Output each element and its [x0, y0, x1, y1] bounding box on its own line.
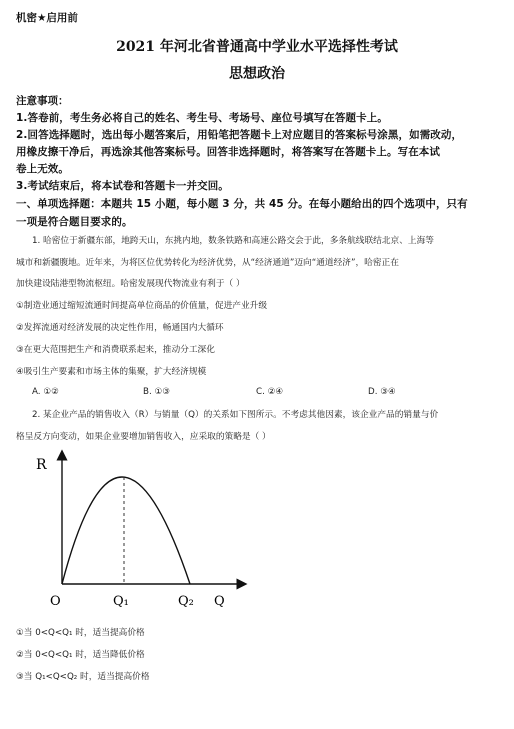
origin-label: O: [50, 594, 61, 609]
q2-option: ③当 Q₁<Q<Q₂ 时，适当提高价格: [16, 672, 150, 682]
q1-option: ②发挥流通对经济发展的决定性作用，畅通国内大循环: [16, 323, 224, 333]
q1-stem: 加快建设陆港型物流枢纽。哈密发展现代物流业有利于（ ）: [16, 279, 245, 289]
q1-choice-a: A. ①②: [32, 387, 59, 397]
q1-option: ③在更大范围把生产和消费联系起来，推动分工深化: [16, 345, 215, 355]
revenue-curve: [62, 477, 190, 584]
q1-stem: 1. 哈密位于新疆东部，地跨天山，东挑内地，数条铁路和高速公路交会于此，多条航线联结北京、上海等: [32, 236, 434, 246]
q2-stem: 格呈反方向变动，如果企业要增加销售收入，应采取的策略是（ ）: [16, 432, 271, 442]
section-heading-cont: 一项是符合题目要求的。: [16, 216, 133, 228]
notice-line: 3.考试结束后，将本试卷和答题卡一并交回。: [16, 180, 229, 192]
q2-stem: 2. 某企业产品的销售收入（R）与销量（Q）的关系如下图所示。不考虑其他因素，该企业产品的销量与价: [32, 410, 439, 420]
q2-label: Q₂: [178, 594, 194, 609]
q1-option: ④吸引生产要素和市场主体的集聚，扩大经济规模: [16, 367, 207, 377]
notice-line: 2.回答选择题时，选出每小题答案后，用铅笔把答题卡上对应题目的答案标号涂黑，如需改动，: [16, 129, 463, 141]
revenue-quantity-graph: [20, 445, 250, 615]
q1-choice-b: B. ①③: [143, 387, 171, 397]
q1-choice-c: C. ②④: [256, 387, 284, 397]
notice-line: 用橡皮擦干净后，再选涂其他答案标号。回答非选择题时，将答案写在答题卡上。写在本试: [16, 146, 440, 158]
notice-line: 1.答卷前，考生务必将自己的姓名、考生号、考场号、座位号填写在答题卡上。: [16, 112, 388, 124]
confidential-label: 机密★启用前: [16, 12, 78, 24]
q1-option: ①制造业通过缩短流通时间提高单位商品的价值量，促进产业升级: [16, 301, 268, 311]
subject-title: 思想政治: [229, 66, 285, 82]
q1-label: Q₁: [113, 594, 129, 609]
section-heading: 一、单项选择题：本题共 15 小题，每小题 3 分，共 45 分。在每小题给出的四个选项中，只有: [16, 198, 468, 210]
notice-heading: 注意事项：: [16, 95, 69, 107]
q2-option: ②当 0<Q<Q₁ 时，适当降低价格: [16, 650, 145, 660]
y-axis-label: R: [36, 457, 47, 473]
q1-stem: 城市和新疆腹地。近年来，为将区位优势转化为经济优势，从“经济通道”迈向“通道经济”，哈密正在: [16, 258, 399, 268]
x-axis-label: Q: [214, 594, 225, 609]
q2-option: ①当 0<Q<Q₁ 时，适当提高价格: [16, 628, 145, 638]
exam-title: 2021 年河北省普通高中学业水平选择性考试: [116, 39, 398, 55]
q1-choice-d: D. ③④: [368, 387, 396, 397]
notice-line: 卷上无效。: [16, 163, 69, 175]
